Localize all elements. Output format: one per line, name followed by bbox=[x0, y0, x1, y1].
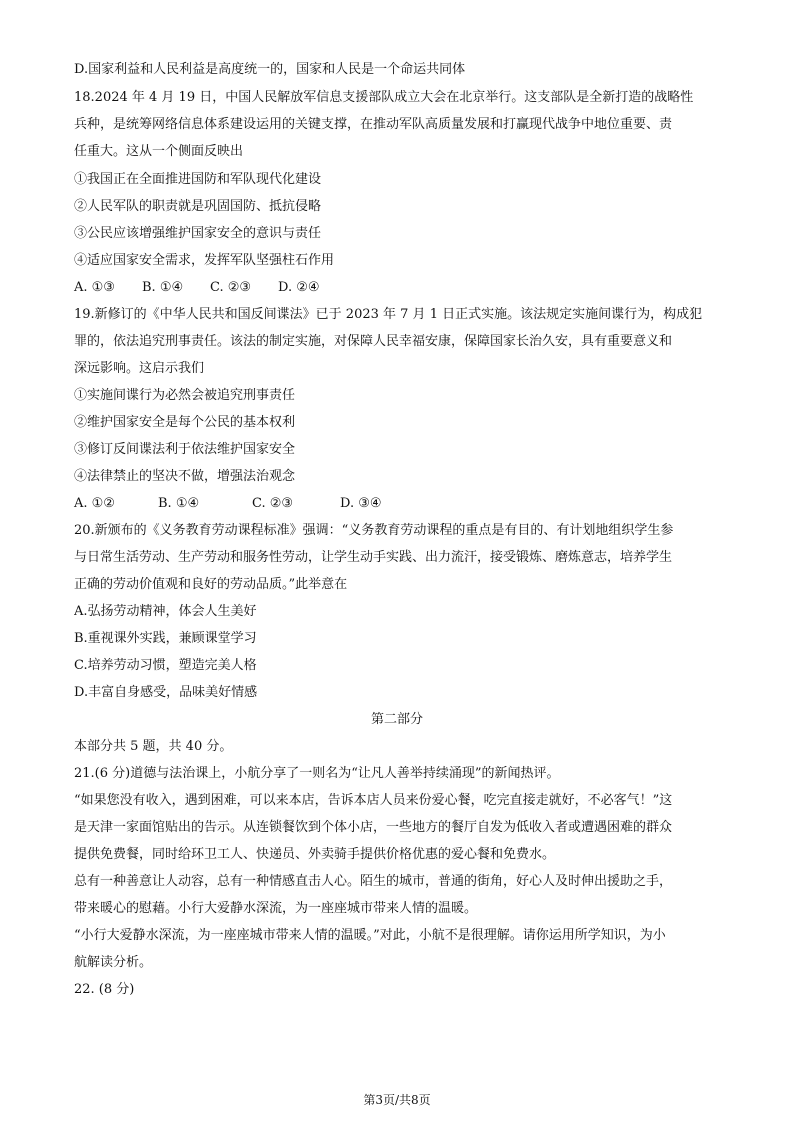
q19-option-d: D. ③④ bbox=[340, 496, 382, 511]
q17-option-d: D.国家利益和人民利益是高度统一的，国家和人民是一个命运共同体 bbox=[74, 62, 466, 77]
q18-option-a: A. ①③ bbox=[74, 280, 115, 295]
q20-option-d: D.丰富自身感受，品味美好情感 bbox=[74, 685, 258, 700]
page-number: 第3页/共8页 bbox=[363, 1093, 431, 1107]
q19-statement-3: ③修订反间谍法利于依法维护国家安全 bbox=[74, 442, 296, 457]
q19-stem-line-1: 19.新修订的《中华人民共和国反间谍法》已于 2023 年 7 月 1 日正式实施。该法规定实施间谍行为，构成犯 bbox=[74, 307, 703, 322]
q19-stem-line-3: 深远影响。这启示我们 bbox=[74, 361, 205, 376]
q20-stem-line-3: 正确的劳动价值观和良好的劳动品质。”此举意在 bbox=[74, 577, 348, 592]
q20-option-a: A.弘扬劳动精神，体会人生美好 bbox=[74, 604, 257, 619]
q19-statement-4: ④法律禁止的坚决不做，增强法治观念 bbox=[74, 469, 296, 484]
q20-stem-line-2: 与日常生活劳动、生产劳动和服务性劳动，让学生动手实践、出力流汗，接受锻炼、磨炼意志，培养学生 bbox=[74, 550, 673, 565]
q18-statement-4: ④适应国家安全需求，发挥军队坚强柱石作用 bbox=[74, 253, 335, 268]
q21-question-line-1: “小行大爱静水深流，为一座座城市带来人情的温暖。”对此，小航不是很理解。请你运用所学知识，为小 bbox=[74, 928, 666, 943]
q19-option-c: C. ②③ bbox=[252, 496, 294, 511]
q19-option-a: A. ①② bbox=[74, 496, 115, 511]
q21-material-line-3: 提供免费餐，同时给环卫工人、快递员、外卖骑手提供价格优惠的爱心餐和免费水。 bbox=[74, 847, 556, 862]
q22-heading: 22. (8 分) bbox=[74, 982, 135, 997]
q18-option-b: B. ①④ bbox=[142, 280, 184, 295]
q21-material-line-2: 是天津一家面馆贴出的告示。从连锁餐饮到个体小店，一些地方的餐厅自发为低收入者或遭遇困难的群众 bbox=[74, 820, 673, 835]
q19-stem-line-2: 罪的，依法追究刑事责任。该法的制定实施，对保障人民幸福安康，保障国家长治久安，具有重要意义和 bbox=[74, 334, 673, 349]
q18-stem-line-1: 18.2024 年 4 月 19 日，中国人民解放军信息支援部队成立大会在北京举行。这支部队是全新打造的战略性 bbox=[74, 90, 694, 105]
q18-option-d: D. ②④ bbox=[278, 280, 320, 295]
q21-question-line-2: 航解读分析。 bbox=[74, 955, 153, 970]
q18-stem-line-2: 兵种，是统筹网络信息体系建设运用的关键支撑，在推动军队高质量发展和打赢现代战争中地位重要、责 bbox=[74, 117, 673, 132]
q21-material-line-4: 总有一种善意让人动容，总有一种情感直击人心。陌生的城市，普通的街角，好心人及时伸出援助之手， bbox=[74, 874, 673, 889]
section-intro: 本部分共 5 题，共 40 分。 bbox=[74, 739, 233, 754]
q19-option-b: B. ①④ bbox=[158, 496, 200, 511]
q20-option-c: C.培养劳动习惯，塑造完美人格 bbox=[74, 658, 257, 673]
q18-statement-1: ①我国正在全面推进国防和军队现代化建设 bbox=[74, 172, 322, 187]
q21-stem: 21.(6 分)道德与法治课上，小航分享了一则名为“让凡人善举持续涌现”的新闻热评。 bbox=[74, 766, 560, 781]
q20-stem-line-1: 20.新颁布的《义务教育劳动课程标准》强调：“义务教育劳动课程的重点是有目的、有计划地组织学生参 bbox=[74, 523, 674, 538]
q20-option-b: B.重视课外实践，兼顾课堂学习 bbox=[74, 631, 257, 646]
q18-options bbox=[74, 274, 474, 301]
q21-material-line-5: 带来暖心的慰藉。小行大爱静水深流，为一座座城市带来人情的温暖。 bbox=[74, 901, 478, 916]
q18-option-c: C. ②③ bbox=[210, 280, 252, 295]
q18-statement-2: ②人民军队的职责就是巩固国防、抵抗侵略 bbox=[74, 199, 322, 214]
q18-statement-3: ③公民应该增强维护国家安全的意识与责任 bbox=[74, 226, 322, 241]
section-heading: 第二部分 bbox=[370, 712, 423, 727]
q19-statement-1: ①实施间谍行为必然会被追究刑事责任 bbox=[74, 388, 296, 403]
q19-statement-2: ②维护国家安全是每个公民的基本权利 bbox=[74, 415, 296, 430]
q19-options bbox=[74, 490, 474, 517]
q18-stem-line-3: 任重大。这从一个侧面反映出 bbox=[74, 144, 244, 159]
q21-material-line-1: “如果您没有收入，遇到困难，可以来本店，告诉本店人员来份爱心餐，吃完直接走就好，不必客气！”这 bbox=[74, 793, 673, 808]
